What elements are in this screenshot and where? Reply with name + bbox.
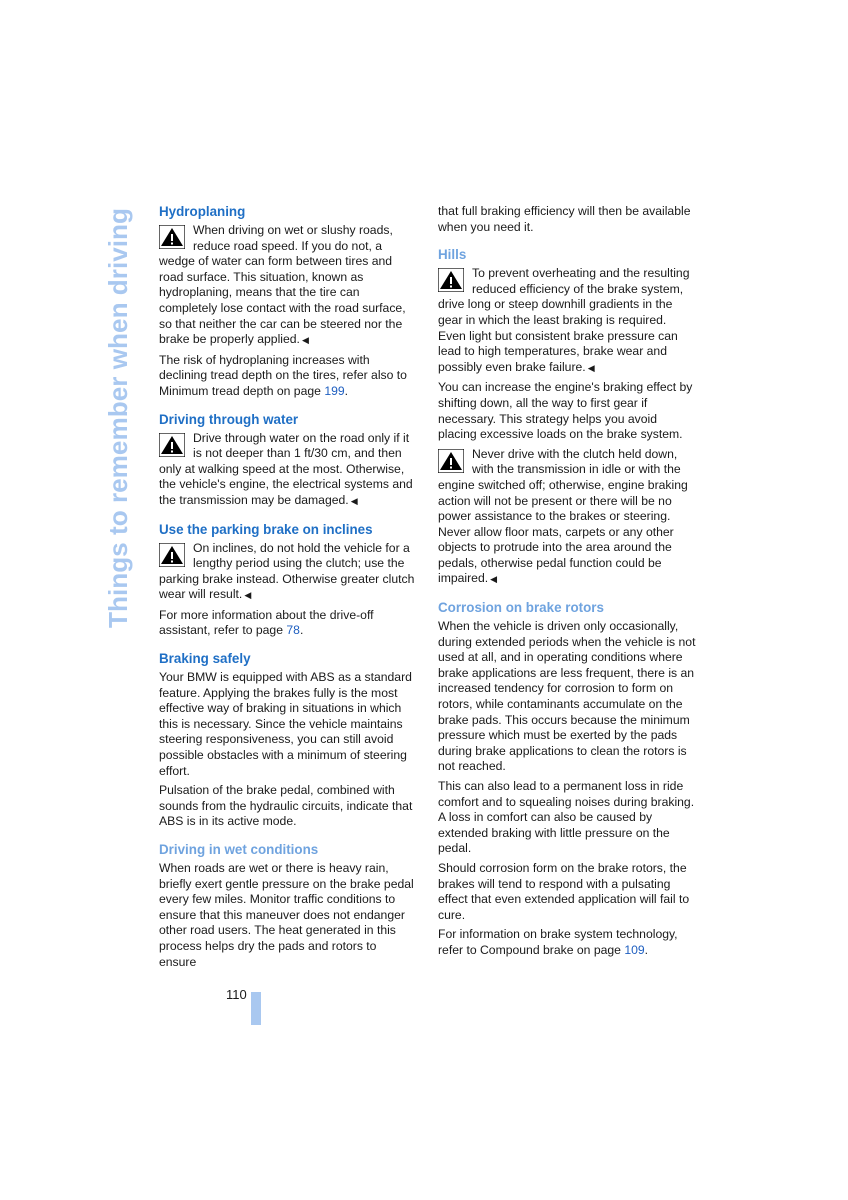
end-mark-icon: ◀ <box>350 495 358 506</box>
warning-text: When driving on wet or slushy roads, reduce road speed. If you do not, a wedge of water can form between tires and road surface. This situation, known as hydroplaning, means that the tire can completely lose contact with the road surface, so that neither the car can be steered nor the brake be properly applied. <box>159 223 406 347</box>
section-corrosion <box>438 600 696 958</box>
end-mark-icon: ◀ <box>244 590 252 601</box>
warning-text: On inclines, do not hold the vehicle for a lengthy period using the clutch; use the parking brake instead. Otherwise greater clutch wear will result. <box>159 540 415 602</box>
paragraph <box>159 608 417 639</box>
section-braking-safely <box>159 651 417 830</box>
warning-text: Never drive with the clutch held down, with the transmission in idle or with the engine switched off; otherwise, engine braking action will not be present or there will be no power assistance to the brakes or steering. Never allow floor mats, carpets or any other objects to protrude into the area around the pedals, otherwise pedal function could be impaired. <box>438 446 688 586</box>
heading-parking-brake-inclines: Use the parking brake on inclines <box>159 521 373 537</box>
side-title-text: Things to remember when driving <box>103 210 133 628</box>
section-hills <box>438 247 696 588</box>
end-mark-icon: ◀ <box>490 574 498 585</box>
text: For information on brake system technology, refer to Compound brake on page <box>438 927 678 957</box>
paragraph: Should corrosion form on the brake rotors, the brakes will tend to respond with a pulsating effect that even extended application will fail to cure. <box>438 860 690 922</box>
heading-driving-through-water: Driving through water <box>159 411 299 427</box>
paragraph: Your BMW is equipped with ABS as a standard feature. Applying the brakes fully is the most effective way of braking in situations in which this is necessary. Since the vehicle maintains steering responsiveness, you can still avoid possible obstacles with a minimum of steering effort. <box>159 670 412 778</box>
paragraph <box>438 927 696 958</box>
paragraph: When the vehicle is driven only occasionally, during extended periods when the vehicle is not used at all, and in operating conditions where brake applications are less frequent, there is an increased tendency for corrosion to form on rotors, while contaminants accumulate on the brake pads. This occurs because the minimum pressure which must be exerted by the pads during brake applications to clean the rotors is not reached. <box>438 619 696 774</box>
page-marker-bar <box>251 992 261 1025</box>
heading-hydroplaning: Hydroplaning <box>159 204 246 219</box>
warning-text: To prevent overheating and the resulting reduced efficiency of the brake system, drive long or steep downhill gradients in the gear in which the least braking is required. Even light but consistent brake pressure can lead to high temperatures, brake wear and possibly even brake failure. <box>438 266 690 374</box>
section-driving-wet <box>159 842 417 970</box>
text: . <box>299 623 304 638</box>
text: . <box>344 383 349 398</box>
text: The risk of hydroplaning increases with declining tread depth on the tires, refer also to Minimum tread depth on page <box>159 352 407 398</box>
page-number: 110 <box>226 987 247 1002</box>
heading-corrosion: Corrosion on brake rotors <box>438 600 604 616</box>
side-title <box>103 204 133 628</box>
section-driving-through-water <box>159 412 417 510</box>
heading-driving-wet: Driving in wet conditions <box>159 842 319 857</box>
warning-icon <box>159 433 185 457</box>
page-link-199[interactable]: 199 <box>324 383 345 398</box>
text: . <box>644 942 649 957</box>
paragraph <box>159 353 417 400</box>
warning-icon <box>159 543 185 567</box>
paragraph: When roads are wet or there is heavy rain, briefly exert gentle pressure on the brake pedal every few miles. Monitor traffic conditions to ensure that this maneuver does not endanger other road users. The heat generated in this process helps dry the pads and rotors to ensure <box>159 861 414 969</box>
left-column <box>159 204 417 982</box>
warning-icon <box>159 225 185 249</box>
warning-hills-1 <box>438 266 696 376</box>
warning-hills-2 <box>438 447 696 588</box>
right-column <box>438 204 696 971</box>
text: For more information about the drive-off assistant, refer to page <box>159 607 374 638</box>
end-mark-icon: ◀ <box>301 335 309 346</box>
paragraph: that full braking efficiency will then be available when you need it. <box>438 204 691 234</box>
heading-hills: Hills <box>438 247 467 263</box>
warning-icon <box>438 449 464 473</box>
page-link-78[interactable]: 78 <box>286 623 300 638</box>
section-hydroplaning <box>159 204 417 400</box>
paragraph: You can increase the engine's braking effect by shifting down, all the way to first gear if necessary. This strategy helps you avoid placing excessive loads on the brake system. <box>438 380 693 442</box>
paragraph: This can also lead to a permanent loss in ride comfort and to squealing noises during braking. A loss in comfort can also be caused by extended braking with little pressure on the pedal. <box>438 779 695 856</box>
warning-water <box>159 431 417 510</box>
warning-text: Drive through water on the road only if it is not deeper than 1 ft/30 cm, and then only at walking speed at the most. Otherwise, the vehicle's engine, the electrical systems and the transmission may be damaged. <box>159 430 413 507</box>
warning-icon <box>438 268 464 292</box>
warning-incline <box>159 541 417 604</box>
section-continued <box>438 204 696 235</box>
end-mark-icon: ◀ <box>587 362 595 373</box>
page-link-109[interactable]: 109 <box>624 942 645 957</box>
heading-braking-safely: Braking safely <box>159 651 251 667</box>
section-parking-brake-inclines <box>159 522 417 640</box>
warning-hydroplaning <box>159 223 417 349</box>
paragraph: Pulsation of the brake pedal, combined with sounds from the hydraulic circuits, indicate that ABS is in its active mode. <box>159 783 413 829</box>
